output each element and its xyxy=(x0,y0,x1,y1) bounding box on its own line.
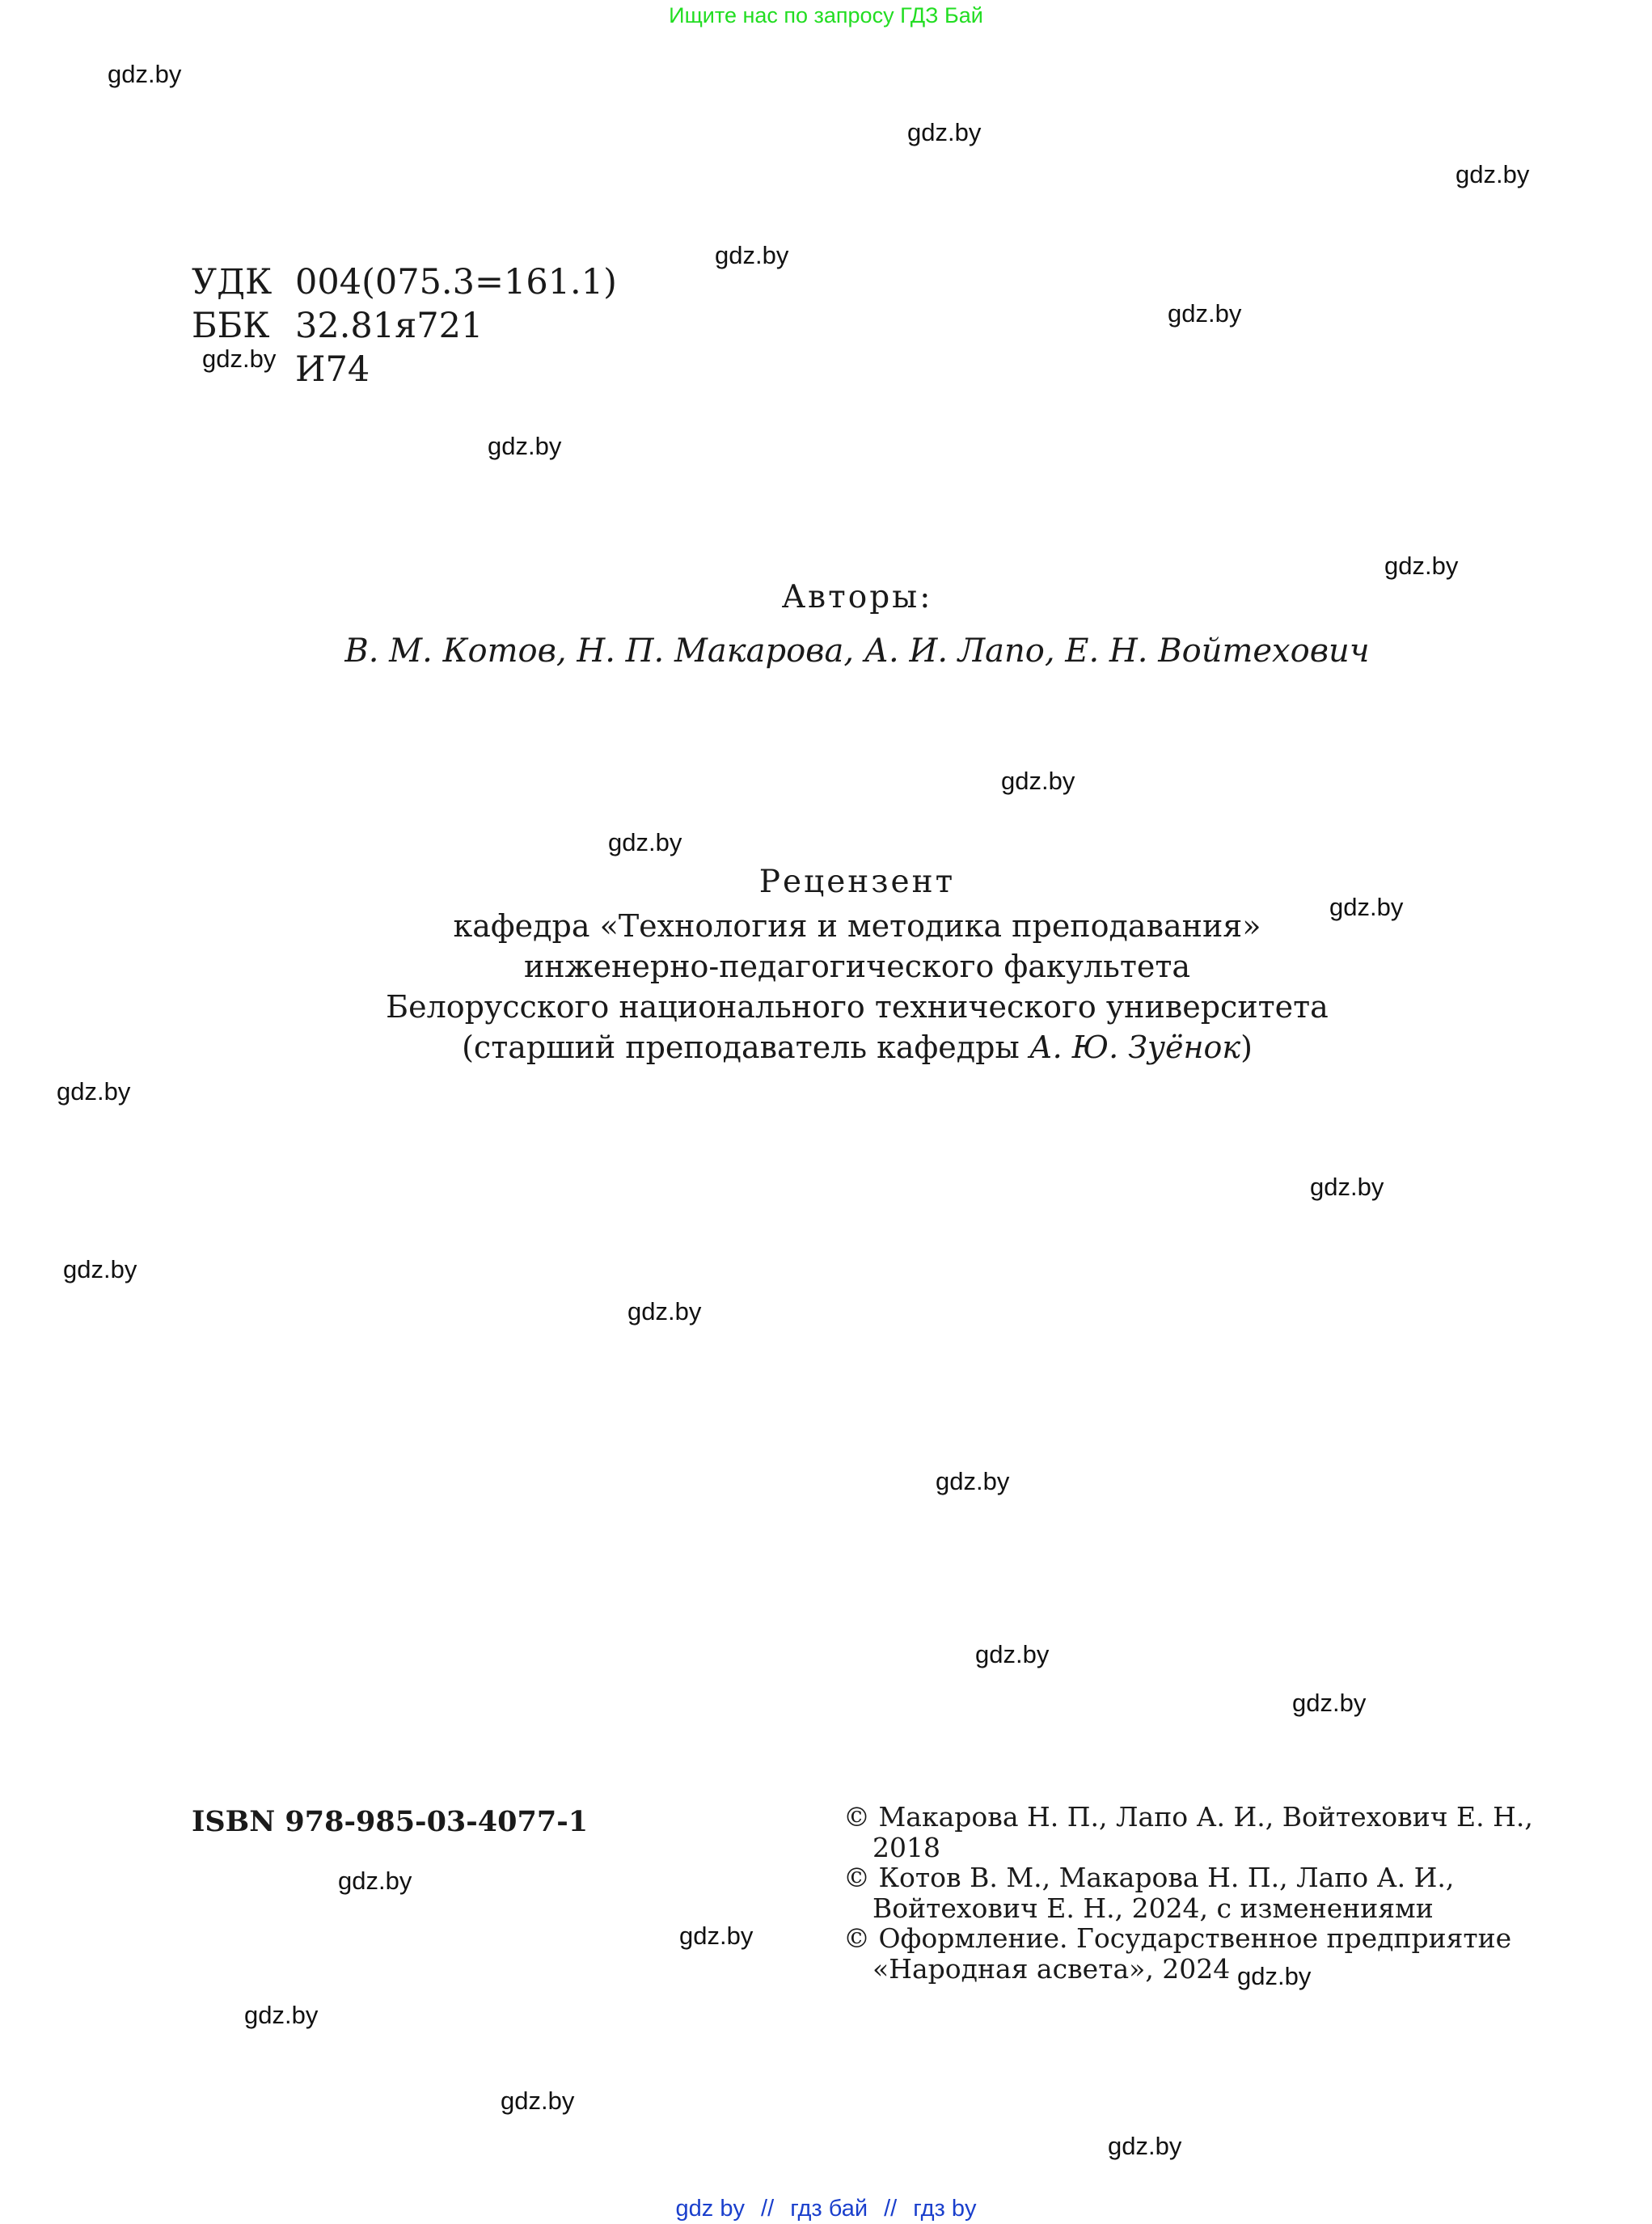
watermark: gdz.by xyxy=(338,1867,412,1895)
separator: // xyxy=(884,2196,898,2222)
watermark: gdz.by xyxy=(679,1922,754,1950)
watermark: gdz.by xyxy=(1108,2132,1182,2160)
watermark: gdz.by xyxy=(1384,552,1459,580)
author-mark-line xyxy=(192,348,370,391)
footer-link-gdz-by-cyr[interactable]: гдз by xyxy=(913,2196,977,2222)
watermark: gdz.by xyxy=(975,1640,1050,1668)
authors-names: В. М. Котов, Н. П. Макарова, А. И. Лапо, Е. Н. Войтехович xyxy=(344,632,1370,670)
reviewer-heading: Рецензент xyxy=(758,864,956,900)
copyright-item: © Котов В. М., Макарова Н. П., Лапо А. И., Войтехович Е. Н., 2024, с изменениями xyxy=(843,1862,1455,1924)
author-mark: И74 xyxy=(295,349,370,390)
watermark: gdz.by xyxy=(1237,1962,1312,1990)
footer-link-gdz-bai[interactable]: гдз бай xyxy=(790,2196,868,2222)
watermark: gdz.by xyxy=(63,1255,137,1283)
reviewer-line: инженерно-педагогического факультета xyxy=(523,949,1191,984)
watermark: gdz.by xyxy=(244,2001,319,2029)
isbn: ISBN 978-985-03-4077-1 xyxy=(192,1805,589,1838)
watermark: gdz.by xyxy=(57,1077,131,1106)
reviewer-line-last xyxy=(0,1027,1652,1068)
authors-heading: Авторы: xyxy=(781,579,933,615)
copyright-item: © Оформление. Государственное предприятие «Народная асвета», 2024 xyxy=(843,1922,1512,1985)
watermark: gdz.by xyxy=(202,345,277,373)
watermark: gdz.by xyxy=(715,241,789,269)
watermark: gdz.by xyxy=(501,2087,575,2115)
watermark: gdz.by xyxy=(936,1467,1010,1495)
reviewer-block xyxy=(0,906,1652,1068)
watermark: gdz.by xyxy=(1168,299,1242,328)
reviewer-role: (старший преподаватель кафедры xyxy=(462,1030,1029,1065)
search-banner: Ищите нас по запросу ГДЗ Бай xyxy=(669,3,983,27)
watermark: gdz.by xyxy=(608,828,682,856)
watermark: gdz.by xyxy=(488,432,562,460)
bbk-value: 32.81я721 xyxy=(295,306,484,346)
reviewer-line: кафедра «Технология и методика преподавания» xyxy=(453,908,1261,944)
watermark: gdz.by xyxy=(108,60,182,88)
watermark: gdz.by xyxy=(907,118,982,146)
watermark: gdz.by xyxy=(1456,160,1530,188)
reviewer-name: А. Ю. Зуёнок xyxy=(1029,1030,1241,1065)
watermark: gdz.by xyxy=(1001,767,1075,795)
watermark: gdz.by xyxy=(1310,1173,1384,1201)
udk-line xyxy=(192,260,617,304)
footer-links xyxy=(0,2196,1652,2222)
watermark: gdz.by xyxy=(627,1297,702,1326)
reviewer-line: Белорусского национального технического университета xyxy=(386,989,1329,1025)
udk-label: УДК xyxy=(192,262,273,302)
bbk-line xyxy=(192,304,483,348)
separator: // xyxy=(761,2196,775,2222)
udk-value: 004(075.3=161.1) xyxy=(295,262,617,302)
copyright-item: © Макарова Н. П., Лапо А. И., Войтехович Е. Н., 2018 xyxy=(843,1801,1533,1863)
watermark: gdz.by xyxy=(1329,893,1404,921)
footer-link-gdz-by[interactable]: gdz by xyxy=(675,2196,745,2222)
reviewer-paren: ) xyxy=(1240,1030,1253,1065)
bbk-label: ББК xyxy=(192,306,270,346)
watermark: gdz.by xyxy=(1292,1689,1367,1717)
copyright-block xyxy=(843,1802,1571,1984)
